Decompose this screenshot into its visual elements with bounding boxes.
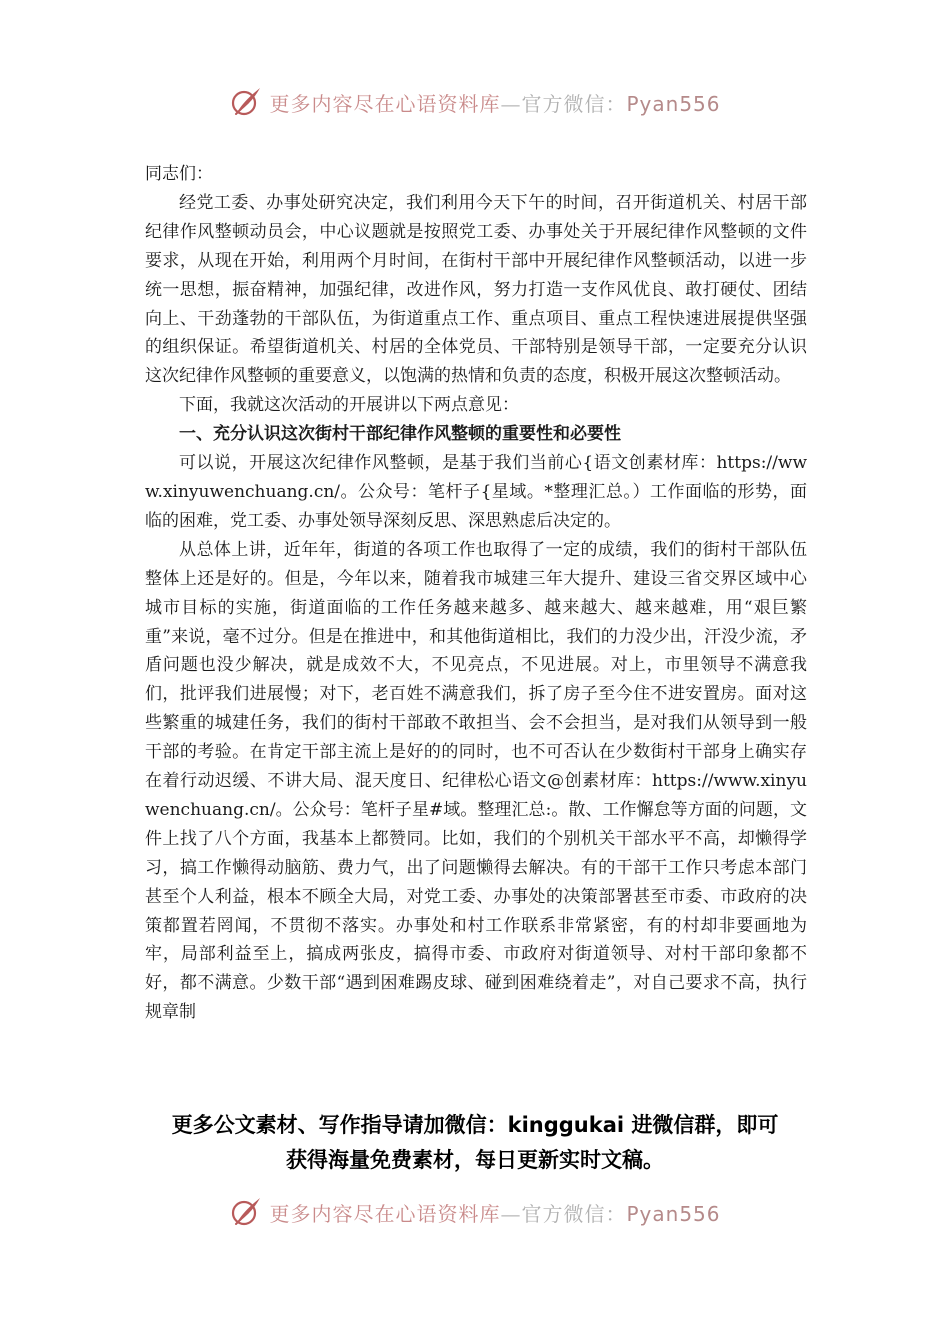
header-banner-wechat-label: 官方微信： xyxy=(521,91,627,116)
footer-banner-wechat-label: 官方微信： xyxy=(521,1201,627,1226)
paragraph-section-2: 从总体上讲，近年年，街道的各项工作也取得了一定的成绩，我们的街村干部队伍整体上还是好的。但是，今年以来，随着我市城建三年大提升、建设三省交界区域中心城市目标的实施，街道面临的工作任务越来越多、越来越大、越来越难，用“艰巨繁重”来说，毫不过分。但是在推进中，和其他街道相比，我们的力没少出，汗没少流，矛盾问题也没少解决，就是成效不大，不见亮点，不见进展。对上，市里领导不满意我们，批评我们进展慢；对下，老百姓不满意我们，拆了房子至今住不进安置房。面对这些繁重的城建任务，我们的街村干部敢不敢担当、会不会担当，是对我们从领导到一般干部的考验。在肯定干部主流上是好的的同时，也不可否认在少数街村干部身上确实存在着行动迟缓、不讲大局、混天度日、纪律松心语文@创素材库：https://www.xinyuwenchuang.cn/。公众号：笔杆子星#域。整理汇总:。散、工作懈怠等方面的问题，文件上找了八个方面，我基本上都赞同。比如，我们的个别机关干部水平不高，却懒得学习，搞工作懒得动脑筋、费力气，出了问题懒得去解决。有的干部干工作只考虑本部门甚至个人利益，根本不顾全大局，对党工委、办事处的决策部署甚至市委、市政府的决策都置若罔闻，不贯彻不落实。办事处和村工作联系非常紧密，有的村却非要画地为牢，局部利益至上，搞成两张皮，搞得市委、市政府对街道领导、对村干部印象都不好，都不满意。少数干部“遇到困难踢皮球、碰到困难绕着走”，对自己要求不高，执行规章制 xyxy=(145,539,807,1023)
paragraph-transition: 下面，我就这次活动的开展讲以下两点意见： xyxy=(179,395,519,416)
quill-pen-logo-icon xyxy=(229,1195,263,1229)
footer-banner-wechat-id: Pyan556 xyxy=(626,1201,721,1226)
header-banner-title: 更多内容尽在心语资料库 xyxy=(269,91,501,116)
footer-banner xyxy=(0,1192,950,1232)
footer-banner-dash: — xyxy=(500,1201,522,1226)
salutation: 同志们： xyxy=(145,164,213,184)
footer-banner-title: 更多内容尽在心语资料库 xyxy=(269,1201,501,1226)
header-banner-text xyxy=(269,88,720,117)
quill-pen-logo-icon xyxy=(229,85,263,119)
promo-line-1: 更多公文素材、写作指导请加微信：kinggukai 进微信群，即可 xyxy=(171,1113,779,1137)
header-banner-wechat-id: Pyan556 xyxy=(626,91,721,116)
header-banner xyxy=(0,82,950,122)
promo-notice xyxy=(0,1108,950,1178)
header-banner-dash: — xyxy=(500,91,522,116)
paragraph-intro: 经党工委、办事处研究决定，我们利用今天下午的时间，召开街道机关、村居干部纪律作风整顿动员会，中心议题就是按照党工委、办事处关于开展纪律作风整顿的文件要求，从现在开始，利用两个月时间，在街村干部中开展纪律作风整顿活动，以进一步统一思想，振奋精神，加强纪律，改进作风，努力打造一支作风优良、敢打硬仗、团结向上、干劲蓬勃的干部队伍，为街道重点工作、重点项目、重点工程快速进展提供坚强的组织保证。希望街道机关、村居的全体党员、干部特别是领导干部，一定要充分认识这次纪律作风整顿的重要意义，以饱满的热情和负责的态度，积极开展这次整顿活动。 xyxy=(145,192,807,387)
promo-line-2: 获得海量免费素材，每日更新实时文稿。 xyxy=(286,1148,664,1172)
footer-banner-text xyxy=(269,1198,720,1227)
section-heading: 一、充分认识这次街村干部纪律作风整顿的重要性和必要性 xyxy=(179,424,621,445)
document-body xyxy=(145,160,807,1027)
paragraph-section-1: 可以说，开展这次纪律作风整顿，是基于我们当前心{语文创素材库：https://www.xinyuwenchuang.cn/。公众号：笔杆子{星域。*整理汇总。）工作面临的形势，面临的困难，党工委、办事处领导深刻反思、深思熟虑后决定的。 xyxy=(145,453,807,531)
